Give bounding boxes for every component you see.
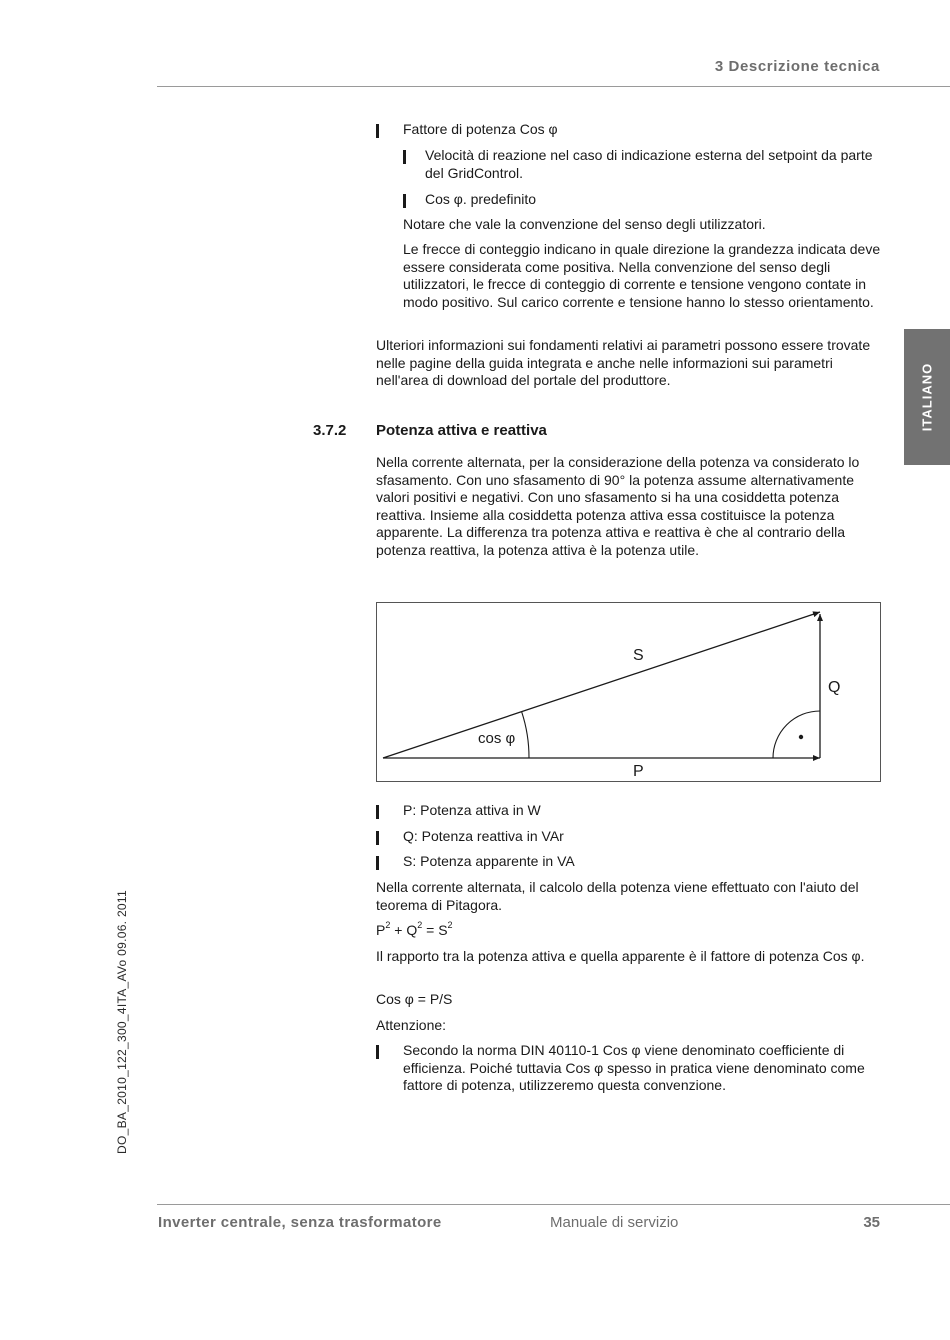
pythagoras-intro: Nella corrente alternata, il calcolo della potenza viene effettuato con l'aiuto del teorema di Pitagora.	[376, 879, 859, 913]
footer-subtitle: Manuale di servizio	[550, 1214, 679, 1231]
legend-p: P: Potenza attiva in W	[403, 802, 541, 818]
formula-equals: =	[426, 922, 435, 938]
footer-title: Inverter centrale, senza trasformatore	[158, 1214, 442, 1231]
section-intro: Nella corrente alternata, per la considerazione della potenza va considerato lo sfasamento. Con uno sfasamento di 90° la potenza assume alternativamente valori positivi e negativi. Con uno sfasamento si ha una cosiddetta potenza reattiva. Insieme alla cosiddetta potenza attiva essa costituisce la potenza apparente. La differenza tra potenza attiva e reattiva è che al contrario della potenza reattiva, la potenza attiva è la potenza utile.	[376, 454, 860, 558]
bullet-power-factor: Fattore di potenza Cos φ	[403, 121, 558, 137]
label-q: Q	[828, 679, 841, 696]
formula-exp: 2	[447, 920, 453, 931]
bullet-marker	[376, 124, 379, 138]
right-angle-arc	[773, 711, 820, 758]
section-title: Potenza attiva e reattiva	[376, 422, 547, 439]
header-divider	[157, 86, 950, 87]
power-triangle-svg	[377, 603, 882, 783]
chapter-header: 3 Descrizione tecnica	[714, 58, 880, 75]
power-triangle-diagram	[376, 602, 881, 782]
bullet-marker	[403, 150, 406, 164]
document-code: DO_BA_2010_122_300_4ITA_AVo 09.06. 2011	[115, 890, 129, 1154]
bullet-marker	[376, 831, 379, 845]
formula-p: P	[376, 922, 386, 938]
bullet-marker	[376, 856, 379, 870]
label-s: S	[633, 647, 644, 664]
label-cos-phi: cos φ	[478, 730, 516, 747]
language-tab	[904, 329, 950, 465]
sub-bullet-reaction: Velocità di reazione nel caso di indicazione esterna del setpoint da parte del GridControl.	[425, 147, 873, 181]
formula-s: S	[438, 922, 448, 938]
language-tab-label: ITALIANO	[919, 362, 935, 432]
formula-q: Q	[406, 922, 418, 938]
formula-plus: +	[394, 922, 403, 938]
section-number: 3.7.2	[313, 422, 347, 439]
bullet-marker	[403, 194, 406, 208]
bullet-marker	[376, 805, 379, 819]
formula-exp: 2	[417, 920, 423, 931]
note-arrows: Le frecce di conteggio indicano in quale direzione la grandezza indicata deve essere considerata come positiva. Nella convenzione del senso degli utilizzatori, le frecce di conteggio di corrente e tensione vengono contate in modo positivo. Sul carico corrente e tensione hanno lo stesso orientamento.	[403, 241, 881, 310]
label-p: P	[633, 763, 644, 780]
ratio-text: Il rapporto tra la potenza attiva e quella apparente è il fattore di potenza Cos φ.	[376, 948, 865, 964]
legend-q: Q: Potenza reattiva in VAr	[403, 828, 564, 844]
footer-divider	[157, 1204, 950, 1205]
formula-exp: 2	[385, 920, 391, 931]
further-info: Ulteriori informazioni sui fondamenti relativi ai parametri possono essere trovate nelle pagine della guida integrata e anche nelle informazioni sui parametri nell'area di download del portale del produttore.	[376, 337, 871, 389]
note-convention: Notare che vale la convenzione del senso degli utilizzatori.	[403, 216, 766, 232]
din-note: Secondo la norma DIN 40110-1 Cos φ viene denominato coefficiente di efficienza. Poiché tuttavia Cos φ spesso in pratica viene denominato come fattore di potenza, utilizzeremo questa convenzione.	[403, 1042, 865, 1094]
attention-label: Attenzione:	[376, 1017, 447, 1033]
page-number: 35	[863, 1214, 880, 1231]
sub-bullet-cos-default: Cos φ. predefinito	[425, 191, 537, 207]
legend-s: S: Potenza apparente in VA	[403, 853, 575, 869]
pythagoras-formula	[376, 922, 881, 940]
bullet-marker	[376, 1045, 379, 1059]
right-angle-dot	[799, 735, 803, 739]
vector-s	[383, 612, 820, 758]
angle-arc	[522, 712, 529, 758]
ratio-formula: Cos φ = P/S	[376, 991, 453, 1007]
